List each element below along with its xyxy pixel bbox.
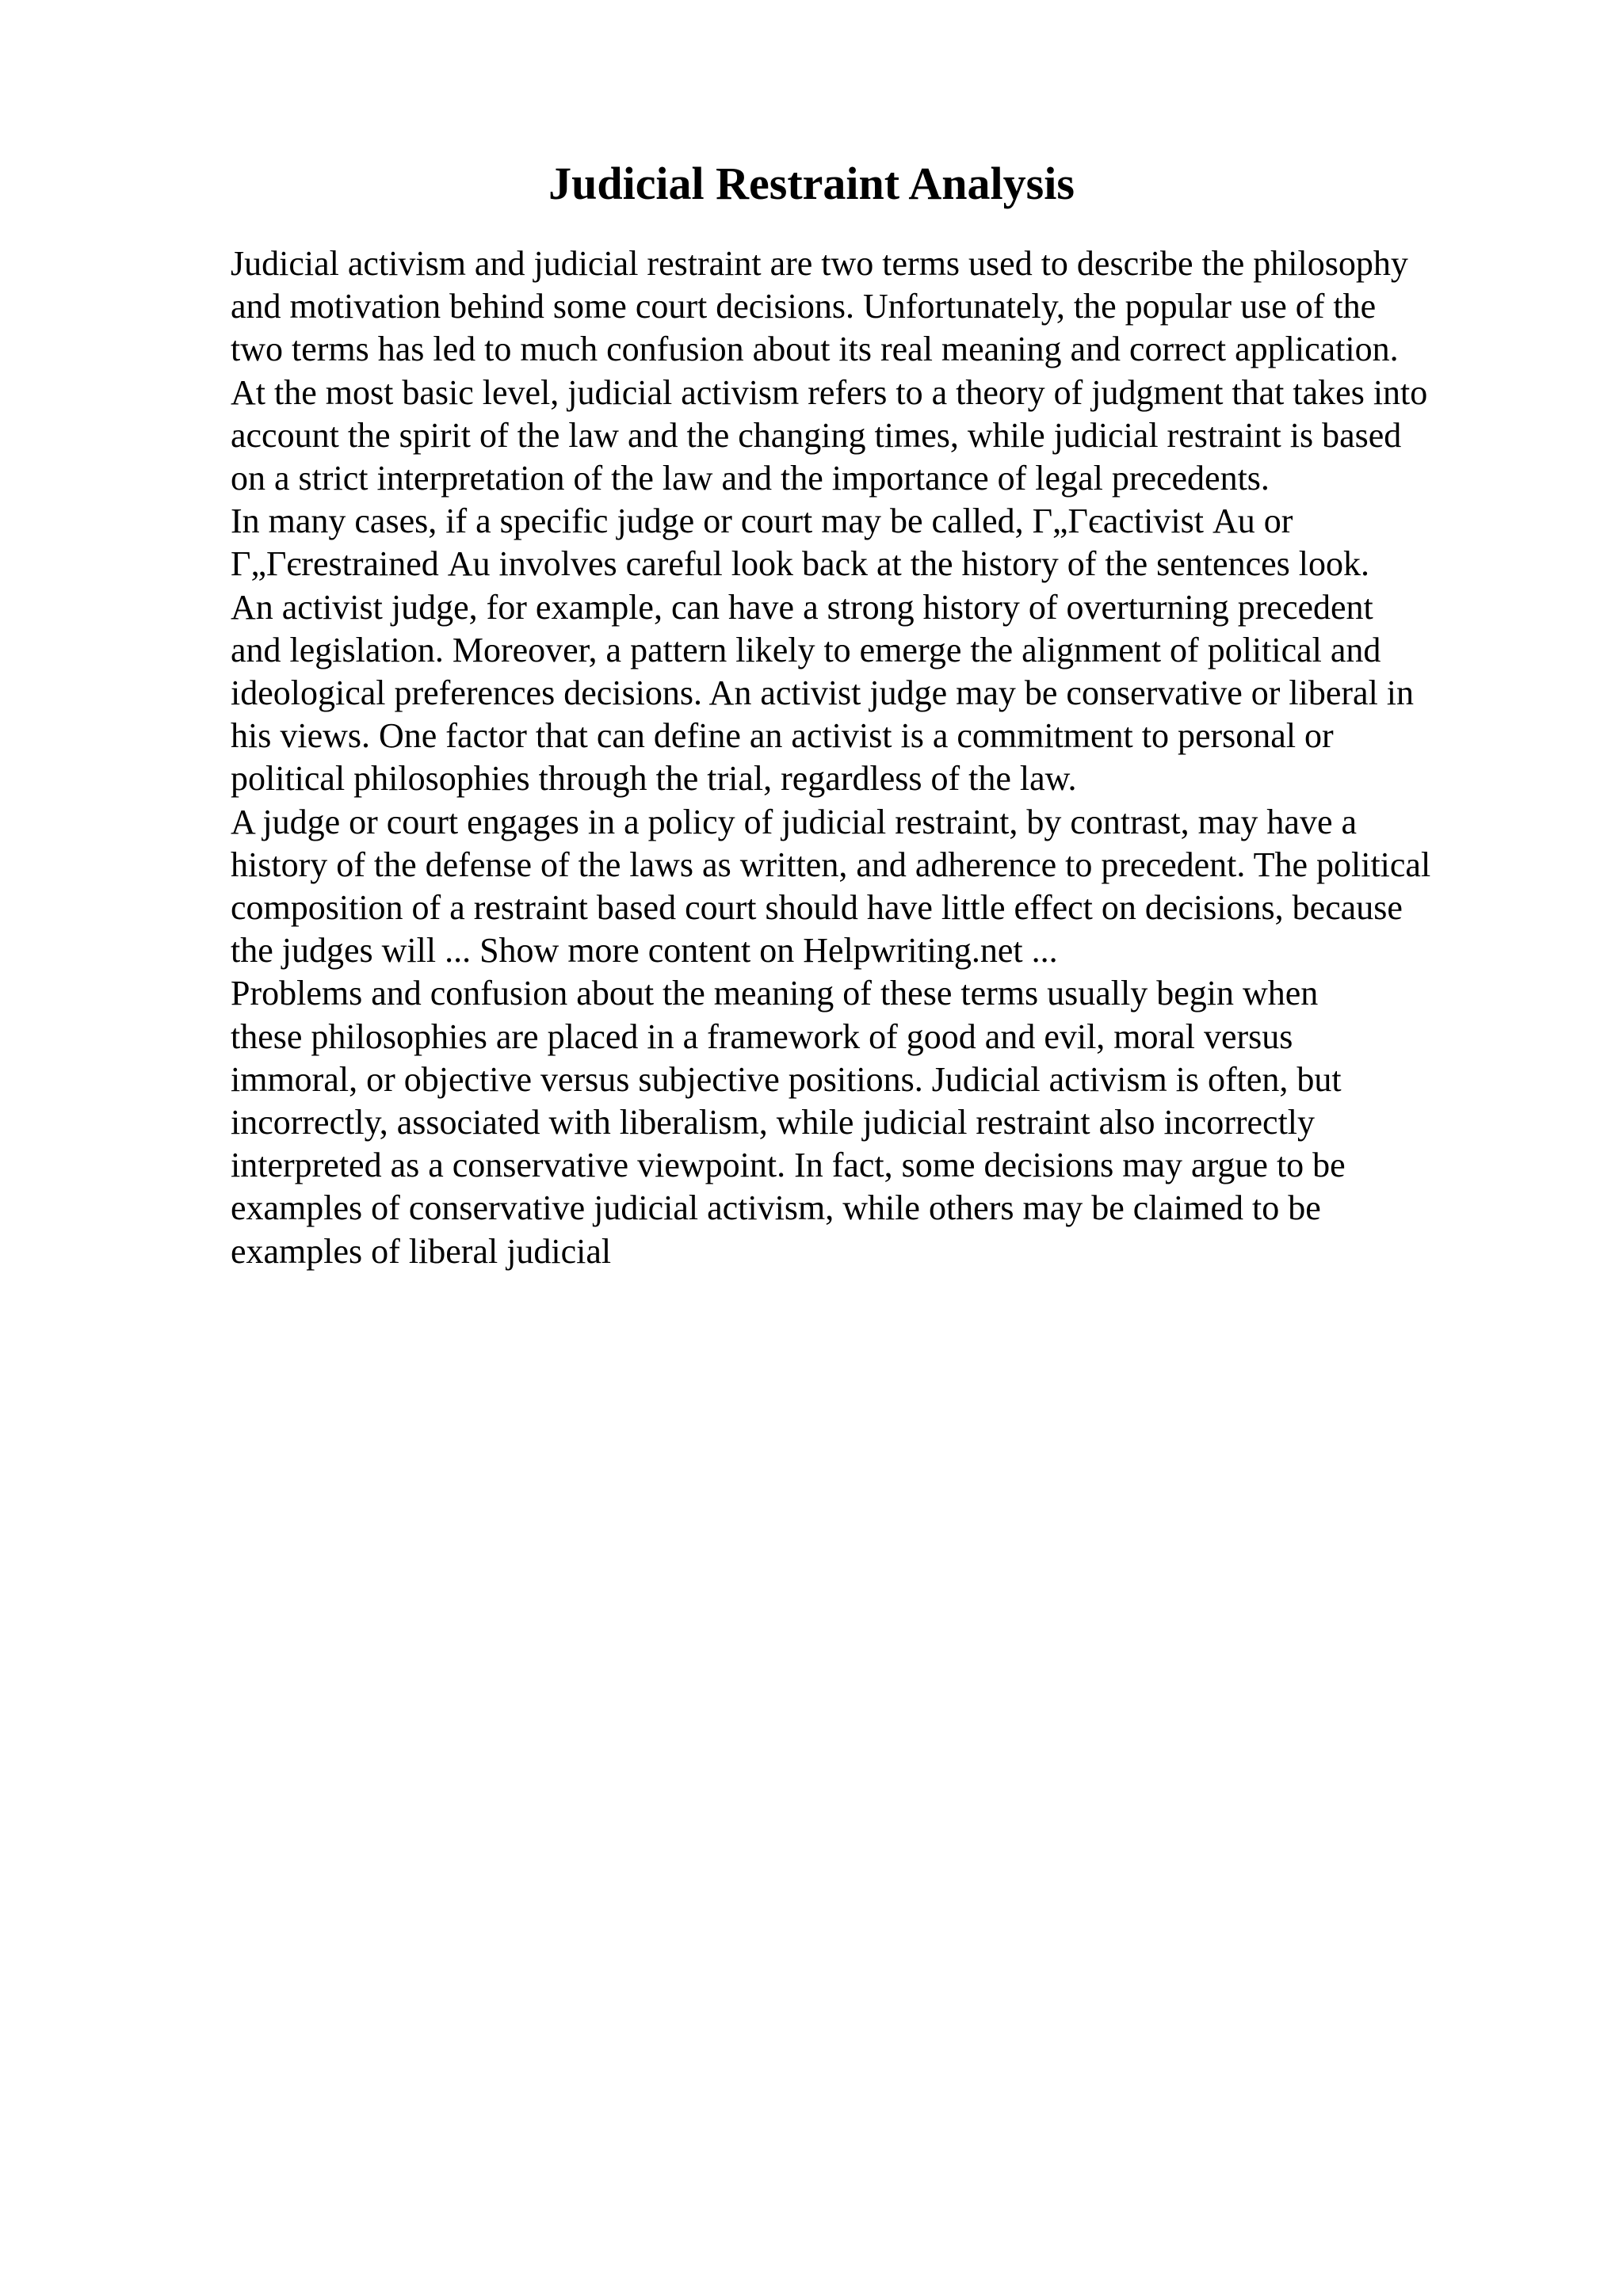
body-line: An activist judge, for example, can have a strong history of overturning precedent <box>231 587 1373 627</box>
body-line: interpreted as a conservative viewpoint. In fact, some decisions may argue to be <box>231 1146 1346 1185</box>
document-body <box>231 242 1610 1273</box>
body-line: these philosophies are placed in a framework of good and evil, moral versus <box>231 1016 1293 1056</box>
body-line: and legislation. Moreover, a pattern likely to emerge the alignment of political and <box>231 630 1381 669</box>
body-line: Problems and confusion about the meaning of these terms usually begin when <box>231 974 1319 1013</box>
body-line: Г„Гєrestrained Аu involves careful look back at the history of the sentences look. <box>231 544 1369 584</box>
body-line: immoral, or objective versus subjective positions. Judicial activism is often, but <box>231 1059 1342 1099</box>
body-line: At the most basic level, judicial activism refers to a theory of judgment that takes into <box>231 372 1428 412</box>
body-line: examples of liberal judicial <box>231 1231 612 1271</box>
document-title: Judicial Restraint Analysis <box>548 158 1075 209</box>
body-line: two terms has led to much confusion about its real meaning and correct application. <box>231 330 1399 369</box>
body-line: Judicial activism and judicial restraint are two terms used to describe the philosophy <box>231 244 1408 283</box>
body-line: the judges will ... Show more content on Helpwriting.net ... <box>231 931 1058 971</box>
body-line: incorrectly, associated with liberalism, while judicial restraint also incorrectly <box>231 1103 1316 1142</box>
body-line: his views. One factor that can define an activist is a commitment to personal or <box>231 716 1334 756</box>
body-line: and motivation behind some court decisions. Unfortunately, the popular use of the <box>231 287 1377 326</box>
body-line: A judge or court engages in a policy of judicial restraint, by contrast, may have a <box>231 802 1357 841</box>
body-line: history of the defense of the laws as written, and adherence to precedent. The political <box>231 845 1431 884</box>
body-line: ideological preferences decisions. An activist judge may be conservative or liberal in <box>231 673 1415 713</box>
body-line: In many cases, if a specific judge or court may be called, Г„Гєactivist Аu or <box>231 502 1293 541</box>
body-line: on a strict interpretation of the law and the importance of legal precedents. <box>231 459 1270 498</box>
body-line: composition of a restraint based court should have little effect on decisions, because <box>231 888 1403 928</box>
body-line: examples of conservative judicial activism, while others may be claimed to be <box>231 1188 1321 1228</box>
body-line: political philosophies through the trial, regardless of the law. <box>231 759 1077 799</box>
body-line: account the spirit of the law and the changing times, while judicial restraint is based <box>231 415 1402 455</box>
